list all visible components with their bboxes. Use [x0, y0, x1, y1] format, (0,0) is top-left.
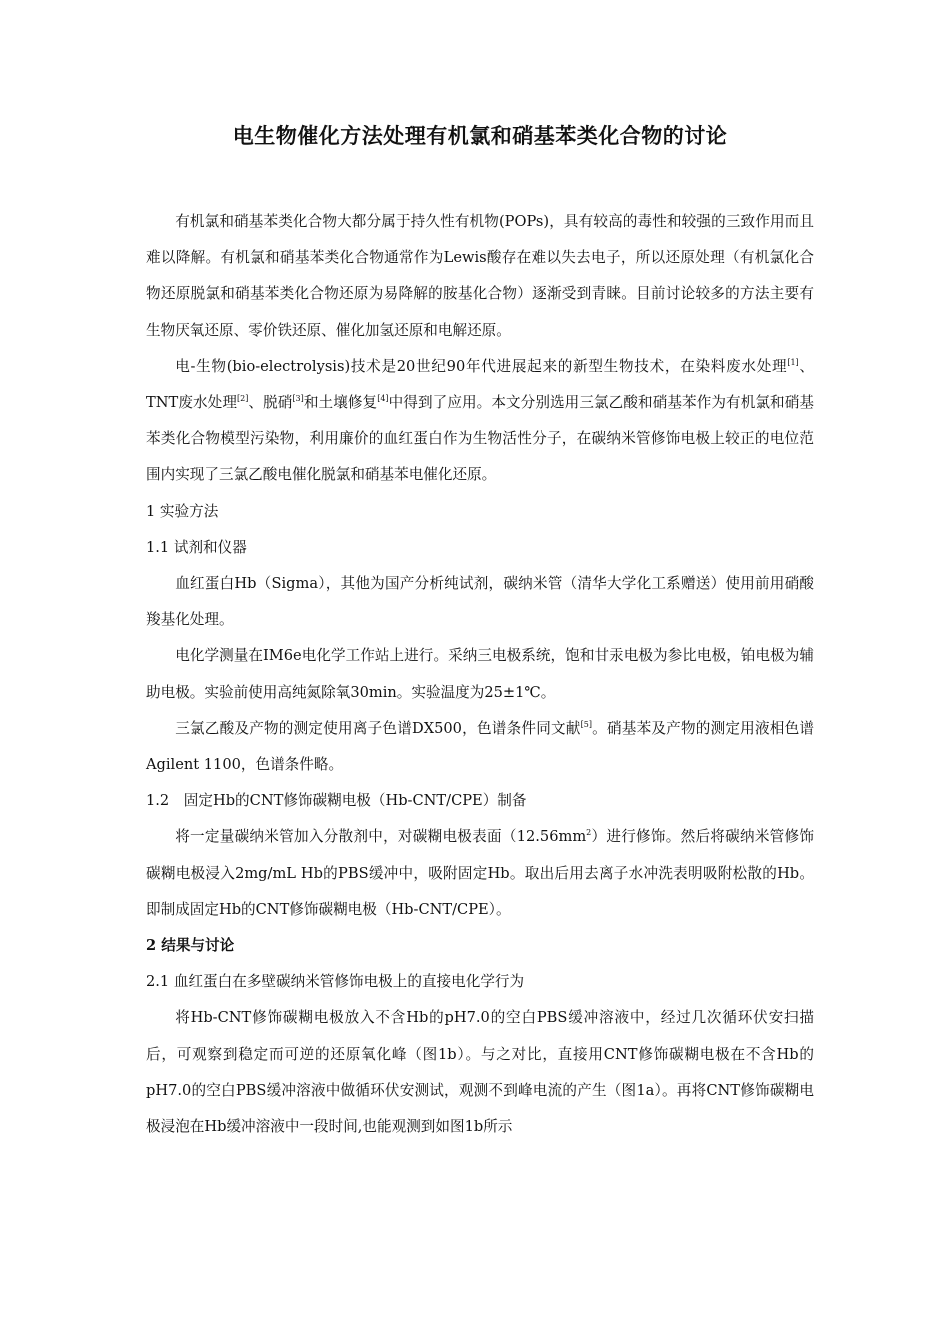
- intro-p2-text-c: 、脱硝: [248, 394, 293, 412]
- intro-paragraph-2: [146, 349, 814, 494]
- s12-p1-text-b: ）进行修饰。然后将碳纳米管修饰碳糊电极浸入2mg/mL Hb的PBS缓冲中，吸附固定Hb。取出后用去离子水冲洗表明吸附松散的Hb。即制成固定Hb的CNT修饰碳糊电极（Hb-CNT/CPE）。: [146, 828, 814, 918]
- intro-p2-text-a: 电-生物(bio-electrolysis)技术是20世纪90年代进展起来的新型生物技术，在染料废水处理: [175, 357, 788, 375]
- intro-p2-text-d: 和土壤修复: [303, 394, 378, 412]
- s11-p3-text-b: 。硝基苯及产物的测定用液相色谱Agilent 1100，色谱条件略。: [146, 719, 814, 774]
- citation-1[interactable]: [1]: [787, 357, 799, 367]
- intro-p2-text-b: 、TNT废水处理: [146, 357, 814, 412]
- superscript-2: 2: [586, 828, 592, 838]
- section-1-1-paragraph-2: 电化学测量在IM6e电化学工作站上进行。采纳三电极系统，饱和甘汞电极为参比电极，铂电极为辅助电极。实验前使用高纯氮除氧30min。实验温度为25±1℃。: [146, 647, 814, 701]
- document-page: [146, 118, 814, 1145]
- intro-p2-text-e: 中得到了应用。本文分别选用三氯乙酸和硝基苯作为有机氯和硝基苯类化合物模型污染物，利用廉价的血红蛋白作为生物活性分子，在碳纳米管修饰电极上较正的电位范围内实现了三氯乙酸电催化脱氯和硝基苯电催化还原。: [146, 394, 814, 484]
- citation-4[interactable]: [4]: [377, 394, 389, 404]
- section-1-2-paragraph-1: [146, 819, 814, 928]
- section-2-heading: 2 结果与讨论: [146, 937, 235, 955]
- section-1-heading: 1 实验方法: [146, 502, 219, 520]
- section-1-1-heading: 1.1 试剂和仪器: [146, 538, 247, 556]
- citation-2[interactable]: [2]: [237, 394, 249, 404]
- s11-p3-text-a: 三氯乙酸及产物的测定使用离子色谱DX500，色谱条件同文献: [175, 719, 581, 737]
- section-2-1-heading: 2.1 血红蛋白在多壁碳纳米管修饰电极上的直接电化学行为: [146, 973, 525, 991]
- citation-5[interactable]: [5]: [580, 719, 592, 729]
- section-1-1-paragraph-1: 血红蛋白Hb（Sigma），其他为国产分析纯试剂，碳纳米管（清华大学化工系赠送）使用前用硝酸羧基化处理。: [146, 575, 814, 629]
- section-1-2-heading: 1.2 固定Hb的CNT修饰碳糊电极（Hb-CNT/CPE）制备: [146, 792, 527, 810]
- paper-title: 电生物催化方法处理有机氯和硝基苯类化合物的讨论: [232, 123, 728, 148]
- section-1-1-paragraph-3: [146, 711, 814, 783]
- section-2-1-paragraph-1: 将Hb-CNT修饰碳糊电极放入不含Hb的pH7.0的空白PBS缓冲溶液中，经过几次循环伏安扫描后，可观察到稳定而可逆的还原氧化峰（图1b）。与之对比，直接用CNT修饰碳糊电极在不含Hb的pH7.0的空白PBS缓冲溶液中做循环伏安测试，观测不到峰电流的产生（图1a）。再将CNT修饰碳糊电极浸泡在Hb缓冲溶液中一段时间,也能观测到如图1b所示: [146, 1009, 814, 1136]
- s12-p1-text-a: 将一定量碳纳米管加入分散剂中，对碳糊电极表面（12.56mm: [175, 828, 587, 846]
- citation-3[interactable]: [3]: [292, 394, 304, 404]
- intro-paragraph-1: 有机氯和硝基苯类化合物大都分属于持久性有机物(POPs)，具有较高的毒性和较强的三致作用而且难以降解。有机氯和硝基苯类化合物通常作为Lewis酸存在难以失去电子，所以还原处理（有机氯化合物还原脱氯和硝基苯类化合物还原为易降解的胺基化合物）逐渐受到青睐。目前讨论较多的方法主要有生物厌氧还原、零价铁还原、催化加氢还原和电解还原。: [146, 213, 814, 339]
